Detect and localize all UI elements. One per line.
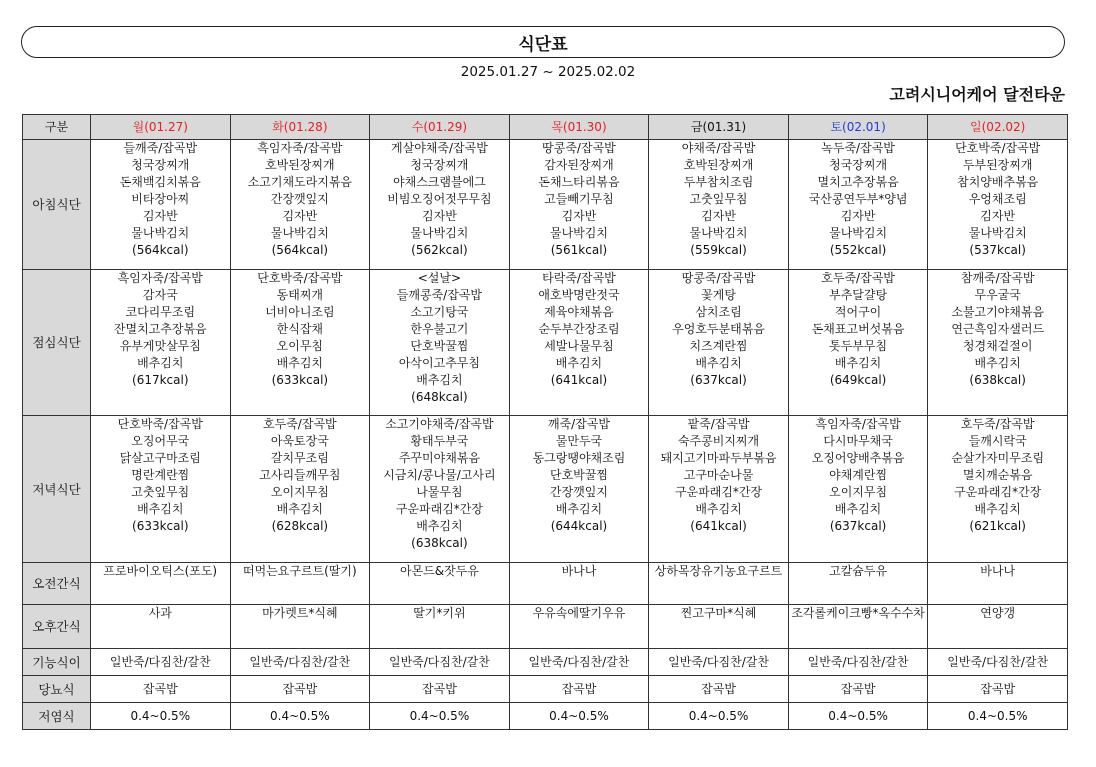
menu-item: 꽃게탕 <box>701 288 736 302</box>
menu-cell: 잡곡밥 <box>788 676 928 703</box>
menu-item: (638kcal) <box>411 536 468 550</box>
menu-item: (621kcal) <box>969 519 1026 533</box>
menu-cell <box>649 140 789 270</box>
menu-item: (637kcal) <box>829 519 887 533</box>
menu-cell: 프로바이오틱스(포도) <box>91 563 231 605</box>
menu-item: 제육야채볶음 <box>544 305 614 319</box>
menu-cell <box>928 270 1068 416</box>
menu-cell <box>788 416 928 563</box>
menu-item: 다시마무채국 <box>823 434 893 448</box>
menu-item: 청경채겉절이 <box>962 339 1033 353</box>
menu-cell <box>230 416 370 563</box>
menu-cell: 찐고구마*식혜 <box>649 605 789 649</box>
page-title-box <box>21 26 1065 58</box>
menu-item: (637kcal) <box>690 373 747 387</box>
menu-item: 야채계란찜 <box>829 468 888 482</box>
menu-item: 물나박김치 <box>829 226 888 240</box>
day-header: 금(01.31) <box>649 115 789 140</box>
menu-item: 김자반 <box>282 209 318 223</box>
menu-item: 물나박김치 <box>270 226 329 240</box>
am-snack-row <box>23 563 1068 605</box>
menu-cell <box>370 270 510 416</box>
day-header-row <box>23 115 1068 140</box>
menu-item: 명란계란찜 <box>131 468 190 482</box>
menu-item: (617kcal) <box>132 373 189 387</box>
menu-cell <box>370 416 510 563</box>
menu-item: 들깨콩죽/잡곡밥 <box>396 288 482 302</box>
menu-item: 소고기야채죽/잡곡밥 <box>385 417 494 431</box>
menu-item: 한식잡채 <box>276 322 324 336</box>
menu-item: 청국장찌개 <box>131 158 190 172</box>
menu-item: 한우불고기 <box>410 322 469 336</box>
menu-item: 두부참치조림 <box>683 175 754 189</box>
menu-item: 김자반 <box>422 209 457 223</box>
menu-item: 돈채느타리볶음 <box>538 175 620 189</box>
menu-cell: 우유속에딸기우유 <box>509 605 649 649</box>
menu-item: 고춧잎무침 <box>689 192 748 206</box>
menu-item: 호두죽/잡곡밥 <box>960 417 1035 431</box>
menu-item: 순두부간장조림 <box>538 322 620 336</box>
menu-cell <box>509 416 649 563</box>
menu-item: 배추김치 <box>416 373 463 387</box>
row-header: 오후간식 <box>23 605 91 649</box>
menu-item: (638kcal) <box>969 373 1026 387</box>
menu-cell <box>91 416 231 563</box>
menu-item: (559kcal) <box>690 243 747 257</box>
day-header: 일(02.02) <box>928 115 1068 140</box>
menu-item: 오이지무침 <box>829 485 888 499</box>
menu-cell: 딸기*키위 <box>370 605 510 649</box>
menu-cell: 아몬드&잣두유 <box>370 563 510 605</box>
menu-item: 우엉호두분태볶음 <box>672 322 765 336</box>
row-header: 당뇨식 <box>23 676 91 703</box>
pm-snack-row <box>23 605 1068 649</box>
menu-item: 배추김치 <box>834 356 882 370</box>
menu-item: 김자반 <box>142 209 178 223</box>
menu-item: 배추김치 <box>416 519 463 533</box>
menu-item: 소불고기야채볶음 <box>951 305 1045 319</box>
menu-item: 유부게맛살무침 <box>119 339 201 353</box>
menu-item: 부추달걀탕 <box>829 288 888 302</box>
menu-cell: 일반죽/다짐찬/갈찬 <box>649 649 789 676</box>
menu-item: 오징어무국 <box>131 434 190 448</box>
menu-item: (562kcal) <box>411 243 468 257</box>
menu-cell <box>788 140 928 270</box>
menu-item: 물나박김치 <box>968 226 1027 240</box>
menu-item: (537kcal) <box>969 243 1026 257</box>
row-header: 저염식 <box>23 703 91 730</box>
menu-cell: 0.4~0.5% <box>928 703 1068 730</box>
menu-item: 김자반 <box>840 209 876 223</box>
menu-item: 물나박김치 <box>549 226 608 240</box>
menu-item: 호박된장찌개 <box>683 158 754 172</box>
menu-item: 나물무침 <box>416 485 463 499</box>
menu-cell: 마가렛트*식혜 <box>230 605 370 649</box>
row-header: 저녁식단 <box>23 416 91 563</box>
menu-cell: 일반죽/다짐찬/갈찬 <box>91 649 231 676</box>
menu-cell: 0.4~0.5% <box>509 703 649 730</box>
menu-item: 단호박꿀찜 <box>549 468 608 482</box>
menu-item: (564kcal) <box>132 243 189 257</box>
menu-item: 깨죽/잡곡밥 <box>547 417 610 431</box>
menu-item: 비타장아찌 <box>131 192 190 206</box>
menu-cell <box>370 140 510 270</box>
menu-cell: 일반죽/다짐찬/갈찬 <box>788 649 928 676</box>
menu-item: 배추김치 <box>137 502 184 516</box>
day-header: 목(01.30) <box>509 115 649 140</box>
day-header: 화(01.28) <box>230 115 370 140</box>
menu-item: 국산콩연두부*양념 <box>808 192 908 206</box>
menu-item: 배추김치 <box>974 502 1021 516</box>
dinner-row <box>23 416 1068 563</box>
menu-item: 오이지무침 <box>270 485 329 499</box>
menu-item: (641kcal) <box>690 519 747 533</box>
menu-item: 간장깻잎지 <box>549 485 608 499</box>
menu-item: 멸치깨순볶음 <box>962 468 1033 482</box>
menu-item: 들깨죽/잡곡밥 <box>123 141 198 155</box>
menu-item: 배추김치 <box>974 356 1021 370</box>
menu-item: (633kcal) <box>132 519 189 533</box>
row-header: 점심식단 <box>23 270 91 416</box>
menu-item: 돼지고기마파두부볶음 <box>660 451 777 465</box>
menu-cell: 0.4~0.5% <box>370 703 510 730</box>
menu-item: 땅콩죽/잡곡밥 <box>542 141 616 155</box>
menu-item: 구운파래김*간장 <box>674 485 763 499</box>
menu-item: (649kcal) <box>829 373 887 387</box>
menu-item: 물만두국 <box>555 434 603 448</box>
menu-item: 우엉채조림 <box>968 192 1027 206</box>
menu-item: 감자된장찌개 <box>544 158 614 172</box>
menu-item: 연근흑임자샐러드 <box>951 322 1045 336</box>
menu-cell: 0.4~0.5% <box>91 703 231 730</box>
menu-item: 애호박명란젓국 <box>538 288 620 302</box>
row-header: 오전간식 <box>23 563 91 605</box>
diabetic-diet-row <box>23 676 1068 703</box>
menu-item: 돈채백김치볶음 <box>119 175 201 189</box>
menu-item: 게살야채죽/잡곡밥 <box>391 141 488 155</box>
menu-item: 들깨시락국 <box>968 434 1027 448</box>
menu-item: 김자반 <box>561 209 597 223</box>
menu-cell: 고칼슘두유 <box>788 563 928 605</box>
menu-item: 호두죽/잡곡밥 <box>821 271 895 285</box>
menu-item: 무우굴국 <box>974 288 1021 302</box>
corner-cell: 구분 <box>23 115 91 140</box>
menu-cell <box>91 140 231 270</box>
menu-item: 흑임자죽/잡곡밥 <box>815 417 901 431</box>
menu-item: 치즈계란찜 <box>689 339 748 353</box>
menu-cell <box>509 140 649 270</box>
menu-item: 배추김치 <box>137 356 184 370</box>
menu-item: 닭살고구마조림 <box>119 451 201 465</box>
page-title: 식단표 <box>518 34 568 55</box>
menu-cell: 잡곡밥 <box>230 676 370 703</box>
menu-item: 삼치조림 <box>695 305 742 319</box>
menu-item: 비빔오징어젓무무침 <box>387 192 492 206</box>
menu-item: (648kcal) <box>411 390 468 404</box>
menu-item: 오이무침 <box>276 339 324 353</box>
date-range: 2025.01.27 ~ 2025.02.02 <box>460 64 636 80</box>
menu-item: 배추김치 <box>834 502 882 516</box>
menu-item: 땅콩죽/잡곡밥 <box>681 271 756 285</box>
menu-cell: 사과 <box>91 605 231 649</box>
menu-item: 물나박김치 <box>131 226 190 240</box>
facility-name: 고려시니어케어 달전타운 <box>889 85 1065 104</box>
menu-item: 아삭이고추무침 <box>398 356 480 370</box>
menu-item: 호두죽/잡곡밥 <box>263 417 337 431</box>
day-header: 월(01.27) <box>91 115 231 140</box>
menu-cell <box>788 270 928 416</box>
menu-item: 순살가자미무조림 <box>951 451 1045 465</box>
menu-cell: 0.4~0.5% <box>788 703 928 730</box>
menu-item: 단호박죽/잡곡밥 <box>955 141 1041 155</box>
menu-item: 흑임자죽/잡곡밥 <box>257 141 343 155</box>
menu-item: 물나박김치 <box>410 226 469 240</box>
menu-item: 아욱토장국 <box>270 434 329 448</box>
menu-item: 배추김치 <box>555 502 603 516</box>
menu-item: 소고기탕국 <box>410 305 469 319</box>
menu-cell: 일반죽/다짐찬/갈찬 <box>928 649 1068 676</box>
functional-diet-row <box>23 649 1068 676</box>
row-header: 아침식단 <box>23 140 91 270</box>
menu-item: 코다리무조림 <box>125 305 196 319</box>
menu-item: 고들빼기무침 <box>544 192 614 206</box>
menu-cell: 일반죽/다짐찬/갈찬 <box>370 649 510 676</box>
menu-item: 톳두부무침 <box>829 339 888 353</box>
menu-item: 감자국 <box>142 288 178 302</box>
menu-item: 잔멸치고추장볶음 <box>113 322 207 336</box>
menu-cell <box>230 270 370 416</box>
menu-item: 단호박죽/잡곡밥 <box>257 271 343 285</box>
menu-item: <설날> <box>417 271 462 285</box>
row-header: 기능식이 <box>23 649 91 676</box>
menu-item: 배추김치 <box>276 502 324 516</box>
menu-item: 야채죽/잡곡밥 <box>681 141 756 155</box>
menu-item: 타락죽/잡곡밥 <box>542 271 616 285</box>
menu-item: 물나박김치 <box>689 226 748 240</box>
menu-item: (552kcal) <box>829 243 887 257</box>
menu-item: 동태찌개 <box>276 288 324 302</box>
lunch-row <box>23 270 1068 416</box>
menu-item: 시금치/콩나물/고사리 <box>383 468 496 482</box>
menu-item: 동그랑땡야채조림 <box>532 451 626 465</box>
menu-item: 배추김치 <box>555 356 603 370</box>
menu-item: 세발나물무침 <box>544 339 614 353</box>
menu-item: 흑임자죽/잡곡밥 <box>117 271 203 285</box>
menu-item: 배추김치 <box>695 356 742 370</box>
menu-item: 간장깻잎지 <box>270 192 329 206</box>
menu-item: (561kcal) <box>550 243 608 257</box>
breakfast-row <box>23 140 1068 270</box>
menu-cell: 바나나 <box>509 563 649 605</box>
menu-cell <box>91 270 231 416</box>
menu-cell: 상하목장유기농요구르트 <box>649 563 789 605</box>
menu-item: (644kcal) <box>550 519 608 533</box>
menu-cell: 일반죽/다짐찬/갈찬 <box>230 649 370 676</box>
menu-cell: 잡곡밥 <box>91 676 231 703</box>
menu-cell: 잡곡밥 <box>649 676 789 703</box>
menu-cell: 조각롤케이크빵*옥수수차 <box>788 605 928 649</box>
menu-item: 구운파래김*간장 <box>395 502 483 516</box>
menu-item: 고사리들깨무침 <box>259 468 341 482</box>
menu-item: 소고기채도라지볶음 <box>247 175 353 189</box>
menu-item: 황태두부국 <box>410 434 469 448</box>
menu-item: 구운파래김*간장 <box>954 485 1042 499</box>
menu-cell <box>230 140 370 270</box>
menu-cell: 연양갱 <box>928 605 1068 649</box>
menu-item: 고춧잎무침 <box>131 485 190 499</box>
menu-item: 김자반 <box>980 209 1016 223</box>
menu-cell <box>509 270 649 416</box>
menu-item: 참깨죽/잡곡밥 <box>960 271 1035 285</box>
menu-item: 갈치무조림 <box>270 451 329 465</box>
menu-item: 청국장찌개 <box>410 158 469 172</box>
menu-cell: 잡곡밥 <box>509 676 649 703</box>
menu-cell: 잡곡밥 <box>370 676 510 703</box>
menu-item: (633kcal) <box>271 373 329 387</box>
menu-item: 주꾸미야채볶음 <box>398 451 480 465</box>
menu-item: 호박된장찌개 <box>265 158 335 172</box>
menu-item: 두부된장찌개 <box>962 158 1033 172</box>
menu-cell <box>928 416 1068 563</box>
menu-item: 야채스크램블에그 <box>393 175 486 189</box>
menu-cell: 0.4~0.5% <box>230 703 370 730</box>
menu-item: 팥죽/잡곡밥 <box>687 417 750 431</box>
menu-item: 김자반 <box>701 209 736 223</box>
menu-item: 고구마순나물 <box>683 468 754 482</box>
menu-cell <box>649 270 789 416</box>
menu-item: 숙주콩비지찌개 <box>677 434 760 448</box>
menu-item: 배추김치 <box>276 356 324 370</box>
menu-cell: 바나나 <box>928 563 1068 605</box>
menu-item: 단호박죽/잡곡밥 <box>117 417 203 431</box>
menu-item: 청국장찌개 <box>829 158 888 172</box>
menu-item: 적어구이 <box>834 305 882 319</box>
menu-item: (641kcal) <box>550 373 608 387</box>
menu-item: 멸치고추장볶음 <box>817 175 899 189</box>
menu-table <box>22 114 1068 730</box>
menu-item: 녹두죽/잡곡밥 <box>821 141 895 155</box>
low-salt-diet-row <box>23 703 1068 730</box>
day-header: 수(01.29) <box>370 115 510 140</box>
menu-item: 배추김치 <box>695 502 742 516</box>
menu-item: (628kcal) <box>271 519 329 533</box>
menu-cell: 떠먹는요구르트(딸기) <box>230 563 370 605</box>
menu-cell: 일반죽/다짐찬/갈찬 <box>509 649 649 676</box>
menu-item: 돈채표고버섯볶음 <box>811 322 905 336</box>
menu-cell <box>649 416 789 563</box>
day-header: 토(02.01) <box>788 115 928 140</box>
menu-cell <box>928 140 1068 270</box>
menu-item: 오징어양배추볶음 <box>811 451 905 465</box>
menu-cell: 잡곡밥 <box>928 676 1068 703</box>
menu-item: 참치양배추볶음 <box>957 175 1039 189</box>
menu-item: (564kcal) <box>271 243 329 257</box>
menu-cell: 0.4~0.5% <box>649 703 789 730</box>
menu-item: 너비아니조림 <box>265 305 335 319</box>
menu-item: 단호박꿀찜 <box>410 339 469 353</box>
